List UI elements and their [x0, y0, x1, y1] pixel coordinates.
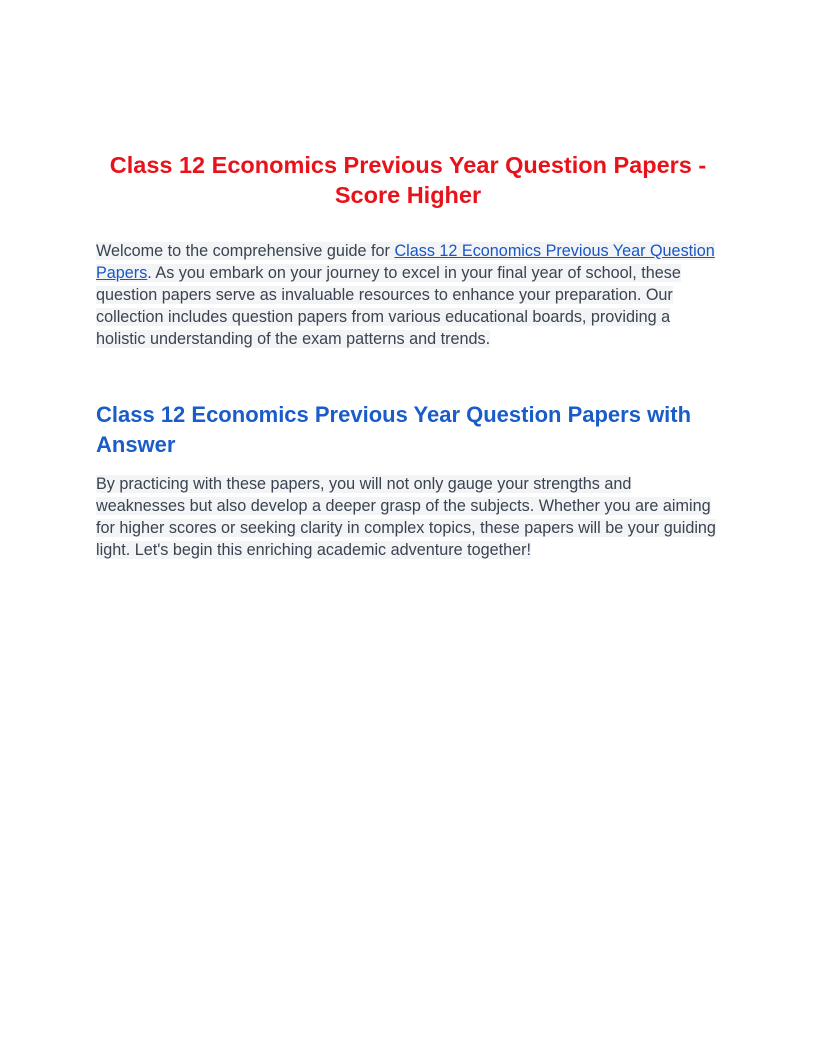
section-heading: Class 12 Economics Previous Year Question Papers with Answer: [96, 402, 692, 457]
intro-paragraph: [96, 240, 720, 350]
section-paragraph-text: By practicing with these papers, you will not only gauge your strengths and weaknesses but also develop a deeper grasp of the subjects. Whether you are aiming for higher scores or seeking clarity in complex topics, these papers will be your guiding light. Let's begin this enriching academic adventure together!: [96, 475, 716, 559]
intro-prefix: Welcome to the comprehensive guide for: [96, 242, 395, 260]
section-paragraph: [96, 473, 720, 561]
document-page: [96, 150, 720, 561]
intro-suffix: . As you embark on your journey to excel in your final year of school, these question papers serve as invaluable resources to enhance your preparation. Our collection includes question papers from various educational boards, providing a holistic understanding of the exam patterns and trends.: [96, 264, 681, 348]
question-papers-link[interactable]: Class 12 Economics Previous Year Question Papers: [96, 242, 715, 282]
page-title: Class 12 Economics Previous Year Question Papers - Score Higher: [109, 152, 707, 208]
